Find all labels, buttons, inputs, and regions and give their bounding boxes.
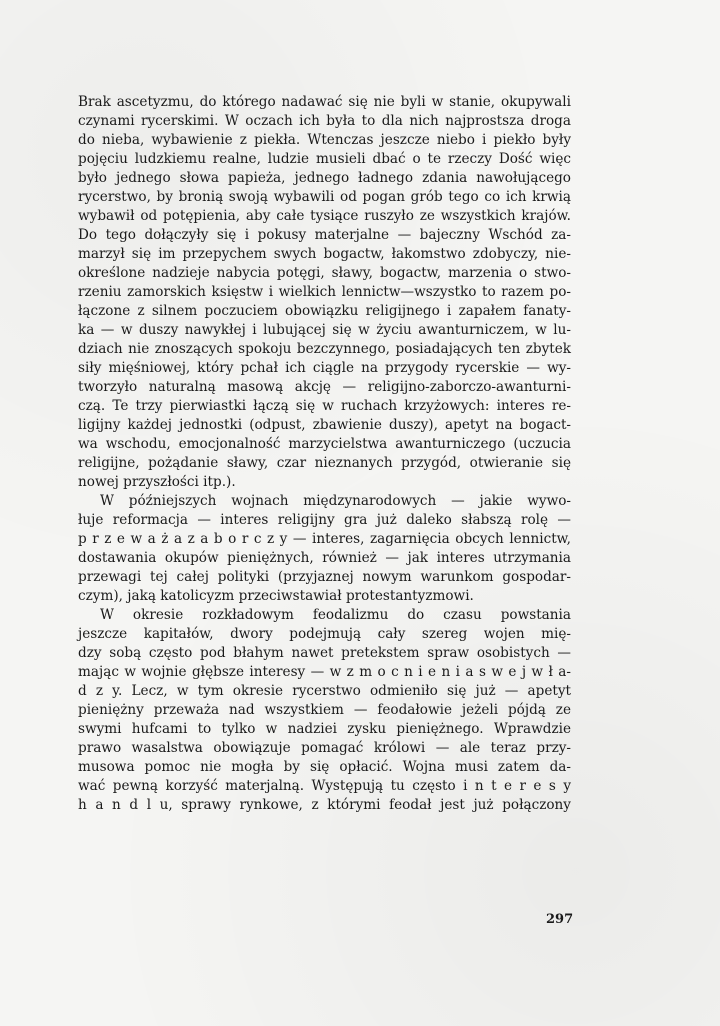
text-line: czą. Te trzy pierwiastki łączą się w ruchach krzyżowych: interes re- [78,398,571,414]
text-line: łuje reformacja — interes religijny gra już daleko słabszą rolę — [78,512,571,528]
text-line: rzeniu zamorskich księstw i wielkich lennictw—wszystko to razem po- [78,284,571,300]
text-line: d z y. Lecz, w tym okresie rycerstwo odmieniło się już — apetyt [78,683,571,699]
text-line: określone nadzieje nabycia potęgi, sławy, bogactw, marzenia o stwo- [78,265,571,281]
text-line: p r z e w a ż a z a b o r c z y — interes, zagarnięcia obcych lennictw, [78,531,571,547]
page-number: 297 [546,912,574,927]
text-line: wać pewną korzyść materjalną. Występują tu często i n t e r e s y [78,778,571,794]
text-line: W okresie rozkładowym feodalizmu do czasu powstania [100,607,571,623]
text-line: swymi hufcami to tylko w nadziei zysku pieniężnego. Wprawdzie [78,721,571,737]
text-line: dostawania okupów pieniężnych, również — jak interes utrzymania [78,550,571,566]
text-line: mając w wojnie głębsze interesy — w z m o c n i e n i a s w e j w ł a- [78,664,571,680]
text-line: ka — w duszy nawykłej i lubującej się w życiu awanturniczem, w lu- [78,322,571,338]
text-line: wybawił od potępienia, aby całe tysiące ruszyło ze wszystkich krajów. [78,208,571,224]
text-line: wa wschodu, emocjonalność marzycielstwa awanturniczego (uczucia [78,436,571,452]
text-line: siły mięśniowej, który pchał ich ciągle na przygody rycerskie — wy- [78,360,571,376]
text-line: religijne, pożądanie sławy, czar nieznanych przygód, otwieranie się [78,455,571,471]
text-line: prawo wasalstwa obowiązuje pomagać królowi — ale teraz przy- [78,740,571,756]
text-line: dziach nie znoszących spokoju bezczynnego, posiadających ten zbytek [78,341,571,357]
text-line: przewagi tej całej polityki (przyjaznej nowym warunkom gospodar- [78,569,571,585]
text-line: pojęciu ludzkiemu realne, ludzie musieli dbać o te rzeczy Dość więc [78,151,571,167]
text-line: W późniejszych wojnach międzynarodowych — jakie wywo- [100,493,571,509]
text-line: do nieba, wybawienie z piekła. Wtenczas jeszcze niebo i piekło były [78,132,571,148]
text-line: nowej przyszłości itp.). [78,474,236,490]
body-text [78,93,571,815]
text-line: jeszcze kapitałów, dwory podejmują cały szereg wojen mię- [78,626,571,642]
text-line: łączone z silnem poczuciem obowiązku religijnego i zapałem fanaty- [78,303,571,319]
text-line: Brak ascetyzmu, do którego nadawać się nie byli w stanie, okupywali [78,94,571,110]
text-line: pieniężny przeważa nad wszystkiem — feodałowie jeżeli pójdą ze [78,702,571,718]
text-line: czym), jaką katolicyzm przeciwstawiał protestantyzmowi. [78,588,474,604]
text-line: rycerstwo, by bronią swoją wybawili od pogan grób tego co ich krwią [78,189,571,205]
text-line: czynami rycerskimi. W oczach ich była to dla nich najprostsza droga [78,113,571,129]
text-line: musowa pomoc nie mogła by się opłacić. Wojna musi zatem da- [78,759,571,775]
text-line: tworzyło naturalną masową akcję — religijno-zaborczo-awanturni- [78,379,571,395]
text-line: marzył się im przepychem swych bogactw, łakomstwo zdobyczy, nie- [78,246,571,262]
text-line: dzy sobą często pod błahym nawet pretekstem spraw osobistych — [78,645,571,661]
text-line: Do tego dołączyły się i pokusy materjalne — bajeczny Wschód za- [78,227,571,243]
text-line: h a n d l u, sprawy rynkowe, z którymi feodał jest już połączony [78,797,571,813]
text-line: było jednego słowa papieża, jednego ładnego zdania nawołującego [78,170,571,186]
text-line: ligijny każdej jednostki (odpust, zbawienie duszy), apetyt na bogact- [78,417,571,433]
